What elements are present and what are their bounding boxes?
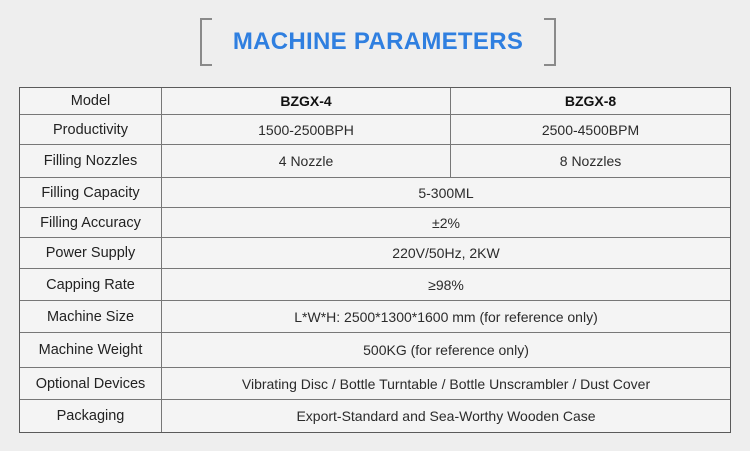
table-row [20,301,730,333]
row-value: 500KG (for reference only) [363,342,529,358]
row-label: Productivity [20,115,162,144]
table-row [20,238,730,269]
table-row [20,178,730,208]
row-value: ±2% [432,214,460,231]
row-value-a: 1500-2500BPH [162,115,451,144]
row-value-a: 4 Nozzle [162,145,451,177]
row-label: Capping Rate [20,269,162,300]
title-block [200,18,556,68]
header-model-a: BZGX-4 [162,88,451,114]
page-title: MACHINE PARAMETERS [232,28,524,55]
table-row [20,208,730,238]
row-value-b: 2500-4500BPM [541,121,640,138]
parameters-table [19,87,731,433]
table-row [20,269,730,301]
row-label: Optional Devices [20,368,162,399]
row-value-b: 8 Nozzles [559,153,622,169]
table-row [20,145,730,178]
row-label: Machine Size [20,301,162,332]
row-label: Power Supply [20,238,162,268]
table-header-row [20,88,730,115]
header-model-b: BZGX-8 [564,93,617,109]
row-value: 5-300ML [418,184,474,201]
table-row [20,400,730,432]
row-value: ≥98% [428,276,464,293]
row-value: L*W*H: 2500*1300*1600 mm (for reference only) [294,308,598,325]
row-value: Vibrating Disc / Bottle Turntable / Bottle Unscrambler / Dust Cover [241,375,651,392]
row-label: Machine Weight [20,333,162,367]
table-row [20,368,730,400]
row-label: Filling Nozzles [20,145,162,177]
row-label: Filling Capacity [20,178,162,207]
row-value: 220V/50Hz, 2KW [392,245,500,261]
table-row [20,115,730,145]
row-label: Filling Accuracy [20,208,162,237]
row-value: Export-Standard and Sea-Worthy Wooden Case [296,408,596,424]
header-label: Model [20,88,162,114]
row-label: Packaging [20,400,162,432]
table-row [20,333,730,368]
